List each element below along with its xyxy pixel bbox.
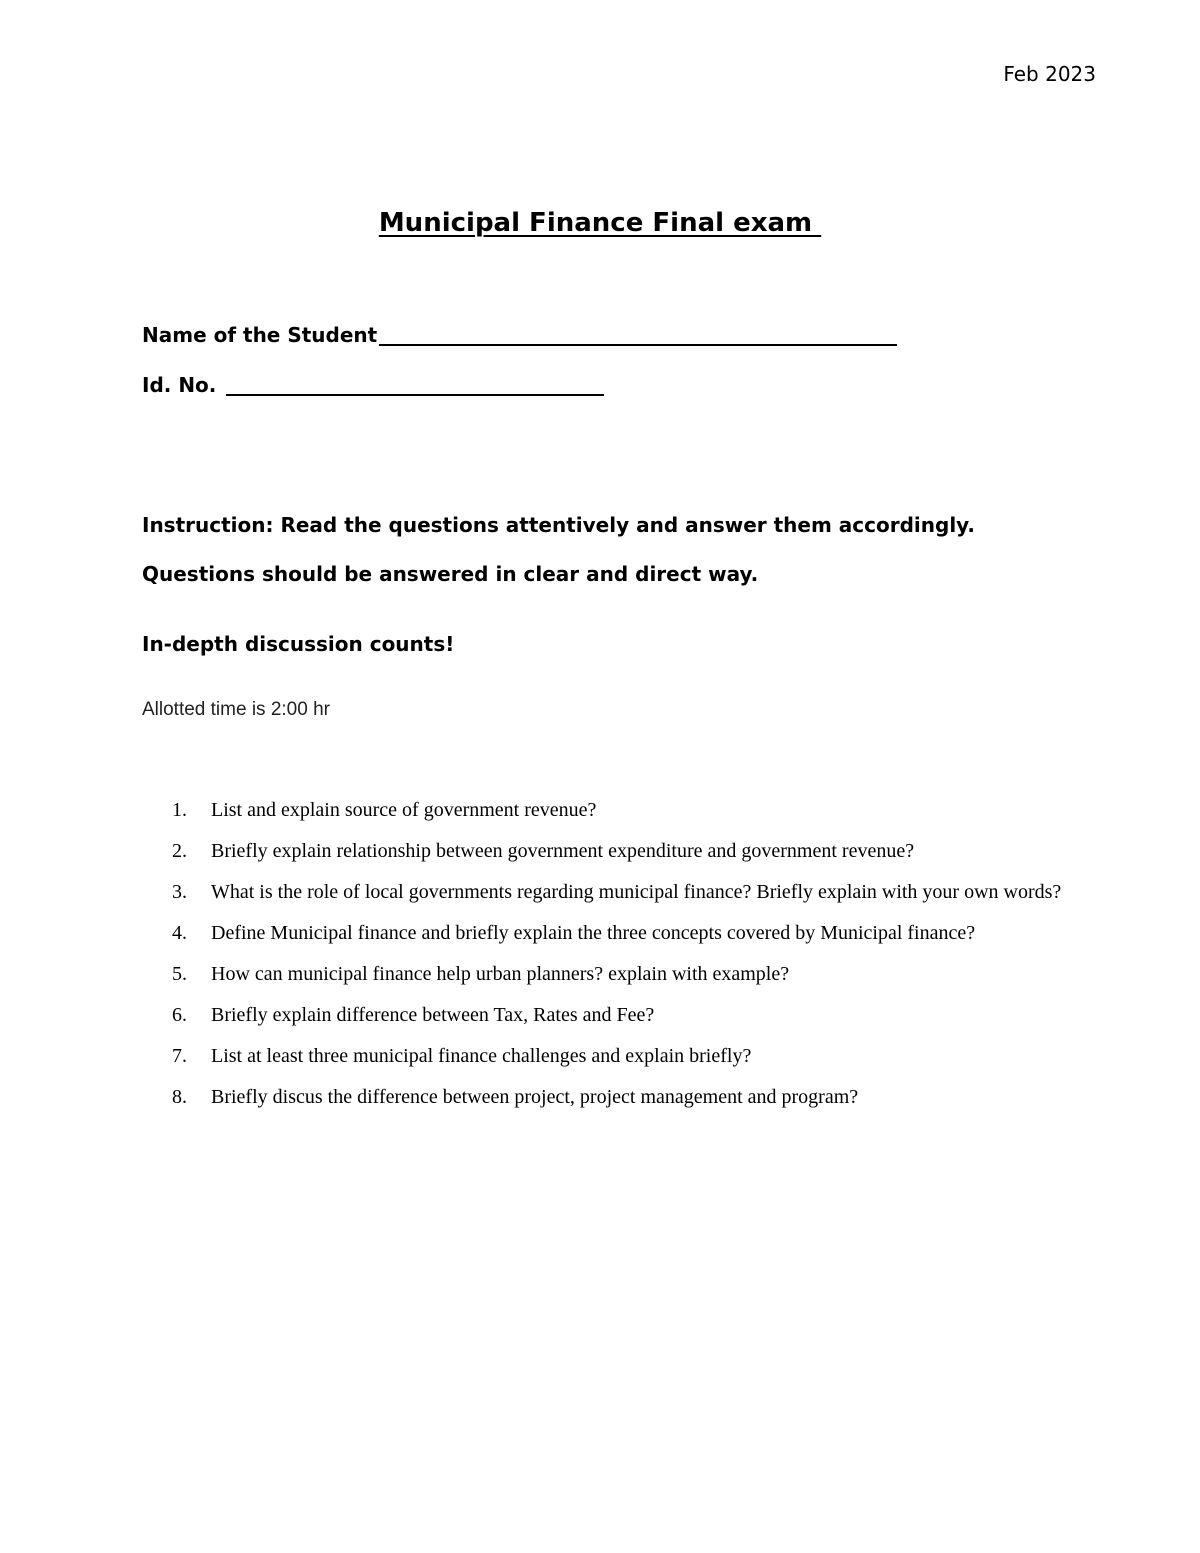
student-name-field [142,320,897,350]
question-item [172,1036,1072,1076]
question-item [172,954,1072,994]
instruction-line-1: Instruction: Read the questions attentively and answer them accordingly. [142,513,975,537]
exam-date: Feb 2023 [1003,62,1096,86]
question-text: What is the role of local governments regarding municipal finance? Briefly explain with your own words? [211,881,1062,903]
question-number: 7. [172,1045,187,1067]
student-id-field [142,370,604,400]
question-number: 8. [172,1086,187,1108]
instruction-line-3: In-depth discussion counts! [142,632,455,656]
question-text: Briefly explain difference between Tax, Rates and Fee? [211,1004,655,1026]
allotted-time: Allotted time is 2:00 hr [142,699,330,720]
question-number: 2. [172,840,187,862]
page-title [0,204,1200,242]
student-id-blank [226,393,604,396]
question-text: How can municipal finance help urban planners? explain with example? [211,963,790,985]
question-item [172,831,1072,871]
question-item [172,913,1072,953]
question-list [172,790,1072,1118]
page-title-text: Municipal Finance Final exam [378,208,822,238]
question-number: 3. [172,881,187,903]
question-text: Briefly explain relationship between government expenditure and government revenue? [211,840,915,862]
student-id-label: Id. No. [142,373,217,397]
question-number: 4. [172,922,187,944]
student-name-blank [379,343,897,346]
question-text: Briefly discus the difference between project, project management and program? [211,1086,859,1108]
question-text: List at least three municipal finance challenges and explain briefly? [211,1045,752,1067]
question-text: List and explain source of government revenue? [211,799,597,821]
question-item [172,872,1072,912]
instruction-line-2: Questions should be answered in clear and direct way. [142,562,759,586]
question-number: 5. [172,963,187,985]
student-name-label: Name of the Student [142,323,378,347]
question-number: 6. [172,1004,187,1026]
question-number: 1. [172,799,187,821]
question-item [172,1077,1072,1117]
question-item [172,790,1072,830]
question-item [172,995,1072,1035]
question-text: Define Municipal finance and briefly explain the three concepts covered by Municipal finance? [211,922,976,944]
